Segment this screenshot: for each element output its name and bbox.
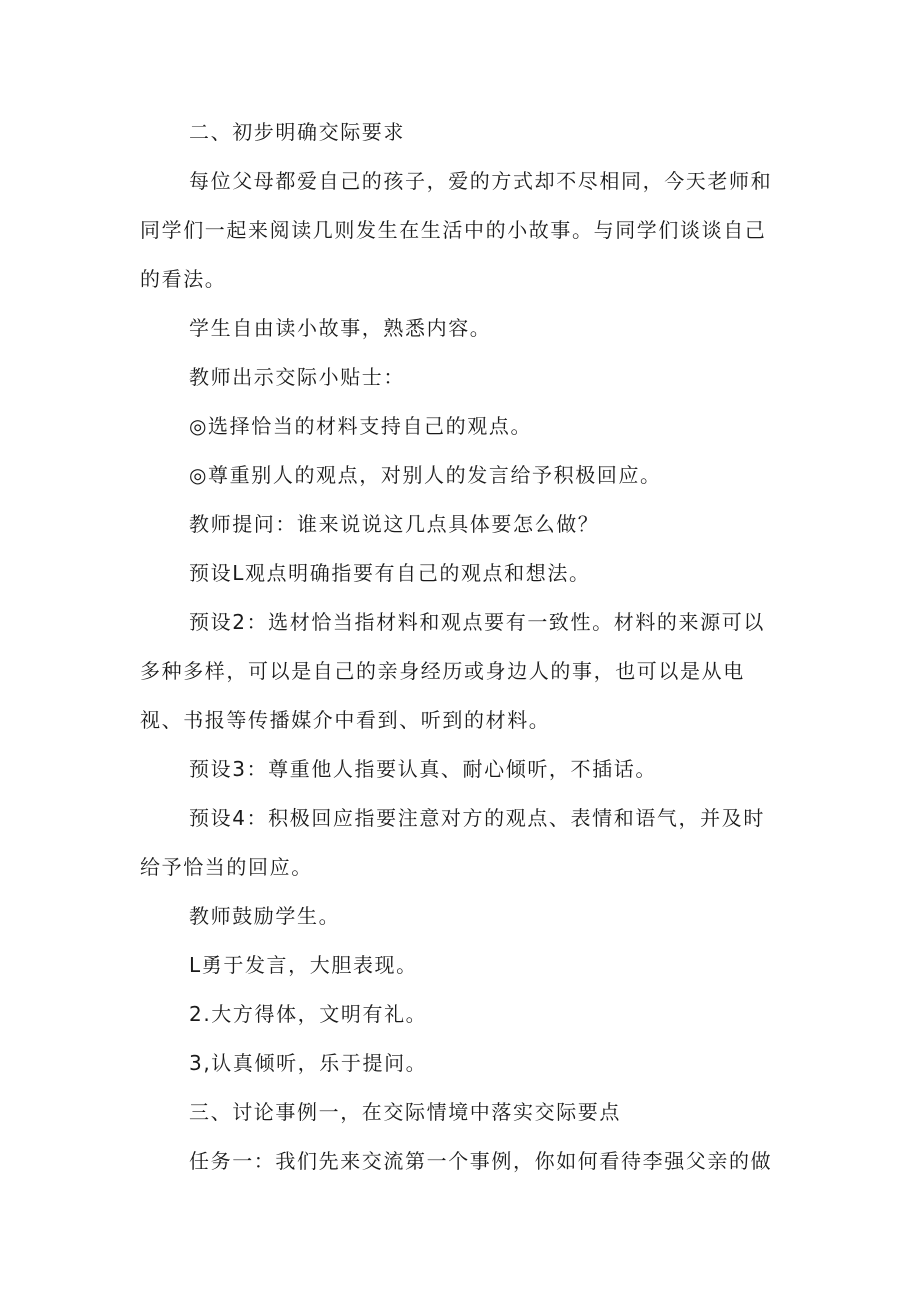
paragraph: 教师鼓励学生。 xyxy=(189,904,341,928)
list-item: 3,认真倾听，乐于提问。 xyxy=(189,1051,428,1075)
preset-item: 预设2：选材恰当指材料和观点要有一致性。材料的来源可以多种多样，可以是自己的亲身经历或身边人的事，也可以是从电视、书报等传播媒介中看到、听到的材料。 xyxy=(140,610,765,732)
list-item: 2.大方得体，文明有礼。 xyxy=(189,1002,428,1026)
section-heading: 三、讨论事例一，在交际情境中落实交际要点 xyxy=(189,1100,621,1124)
paragraph: 教师提问：谁来说说这几点具体要怎么做？ xyxy=(189,512,600,536)
preset-item: 预设3：尊重他人指要认真、耐心倾听，不插话。 xyxy=(189,757,657,781)
tip-item: ◎选择恰当的材料支持自己的观点。 xyxy=(189,414,533,438)
paragraph: 学生自由读小故事，熟悉内容。 xyxy=(189,316,492,340)
preset-item: 预设L观点明确指要有自己的观点和想法。 xyxy=(189,561,591,585)
section-heading: 二、初步明确交际要求 xyxy=(189,120,405,144)
tip-item: ◎尊重别人的观点，对别人的发言给予积极回应。 xyxy=(189,463,662,487)
paragraph: 任务一：我们先来交流第一个事例，你如何看待李强父亲的做 xyxy=(189,1149,773,1173)
document-body xyxy=(140,108,785,1186)
paragraph: 教师出示交际小贴士： xyxy=(189,365,405,389)
paragraph: 每位父母都爱自己的孩子，爱的方式却不尽相同，今天老师和同学们一起来阅读几则发生在生活中的小故事。与同学们谈谈自己的看法。 xyxy=(140,169,773,291)
preset-item: 预设4：积极回应指要注意对方的观点、表情和语气，并及时给予恰当的回应。 xyxy=(140,806,765,879)
list-item: L勇于发言，大胆表现。 xyxy=(189,953,418,977)
